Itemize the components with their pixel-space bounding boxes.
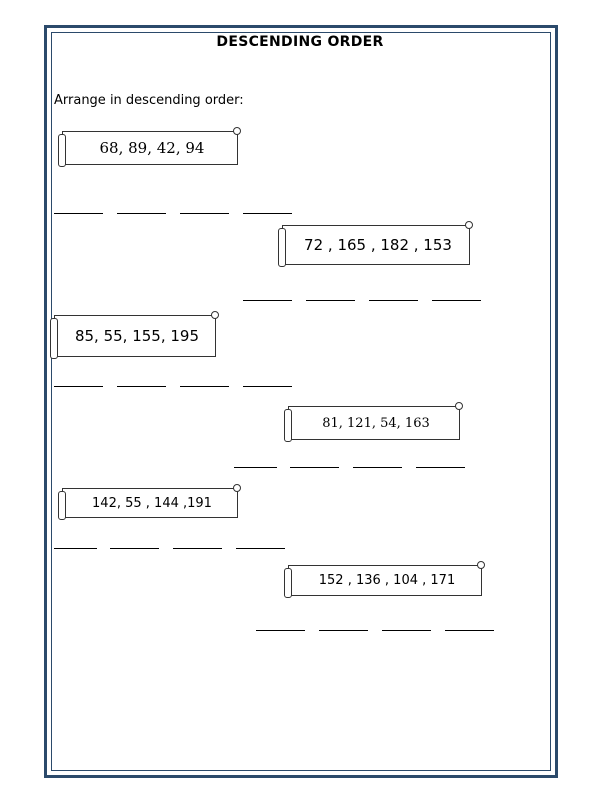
answer-blank[interactable] bbox=[243, 300, 292, 301]
answer-blank[interactable] bbox=[353, 467, 402, 468]
number-scroll-6 bbox=[284, 565, 482, 596]
answer-blank[interactable] bbox=[173, 548, 222, 549]
worksheet-title: DESCENDING ORDER bbox=[216, 34, 384, 50]
scroll-numbers-2: 72 , 165 , 182 , 153 bbox=[304, 236, 452, 254]
answer-blank[interactable] bbox=[117, 386, 166, 387]
number-scroll-4 bbox=[284, 406, 460, 440]
instruction-text: Arrange in descending order: bbox=[54, 93, 244, 108]
answer-blank[interactable] bbox=[445, 630, 494, 631]
answer-blank[interactable] bbox=[54, 548, 97, 549]
scroll-numbers-3: 85, 55, 155, 195 bbox=[74, 327, 200, 345]
number-scroll-3 bbox=[50, 315, 216, 357]
answer-blank[interactable] bbox=[382, 630, 431, 631]
scroll-numbers-4: 81, 121, 54, 163 bbox=[322, 415, 430, 431]
answer-blank[interactable] bbox=[180, 213, 229, 214]
number-scroll-5 bbox=[58, 488, 238, 518]
answer-blank[interactable] bbox=[117, 213, 166, 214]
answer-blank[interactable] bbox=[256, 630, 305, 631]
answer-blank[interactable] bbox=[306, 300, 355, 301]
answer-blank[interactable] bbox=[369, 300, 418, 301]
number-scroll-1 bbox=[58, 131, 238, 165]
answer-blank[interactable] bbox=[236, 548, 285, 549]
answer-blank[interactable] bbox=[432, 300, 481, 301]
answer-blank[interactable] bbox=[234, 467, 277, 468]
answer-blank[interactable] bbox=[243, 213, 292, 214]
answer-blank[interactable] bbox=[243, 386, 292, 387]
answer-blank[interactable] bbox=[290, 467, 339, 468]
answer-blank[interactable] bbox=[54, 213, 103, 214]
answer-blank[interactable] bbox=[110, 548, 159, 549]
scroll-numbers-1: 68, 89, 42, 94 bbox=[99, 139, 205, 157]
answer-blank[interactable] bbox=[319, 630, 368, 631]
number-scroll-2 bbox=[278, 225, 470, 265]
scroll-numbers-5: 142, 55 , 144 ,191 bbox=[92, 495, 212, 511]
answer-blank[interactable] bbox=[416, 467, 465, 468]
answer-blank[interactable] bbox=[180, 386, 229, 387]
answer-blank[interactable] bbox=[54, 386, 103, 387]
scroll-numbers-6: 152 , 136 , 104 , 171 bbox=[318, 573, 456, 588]
